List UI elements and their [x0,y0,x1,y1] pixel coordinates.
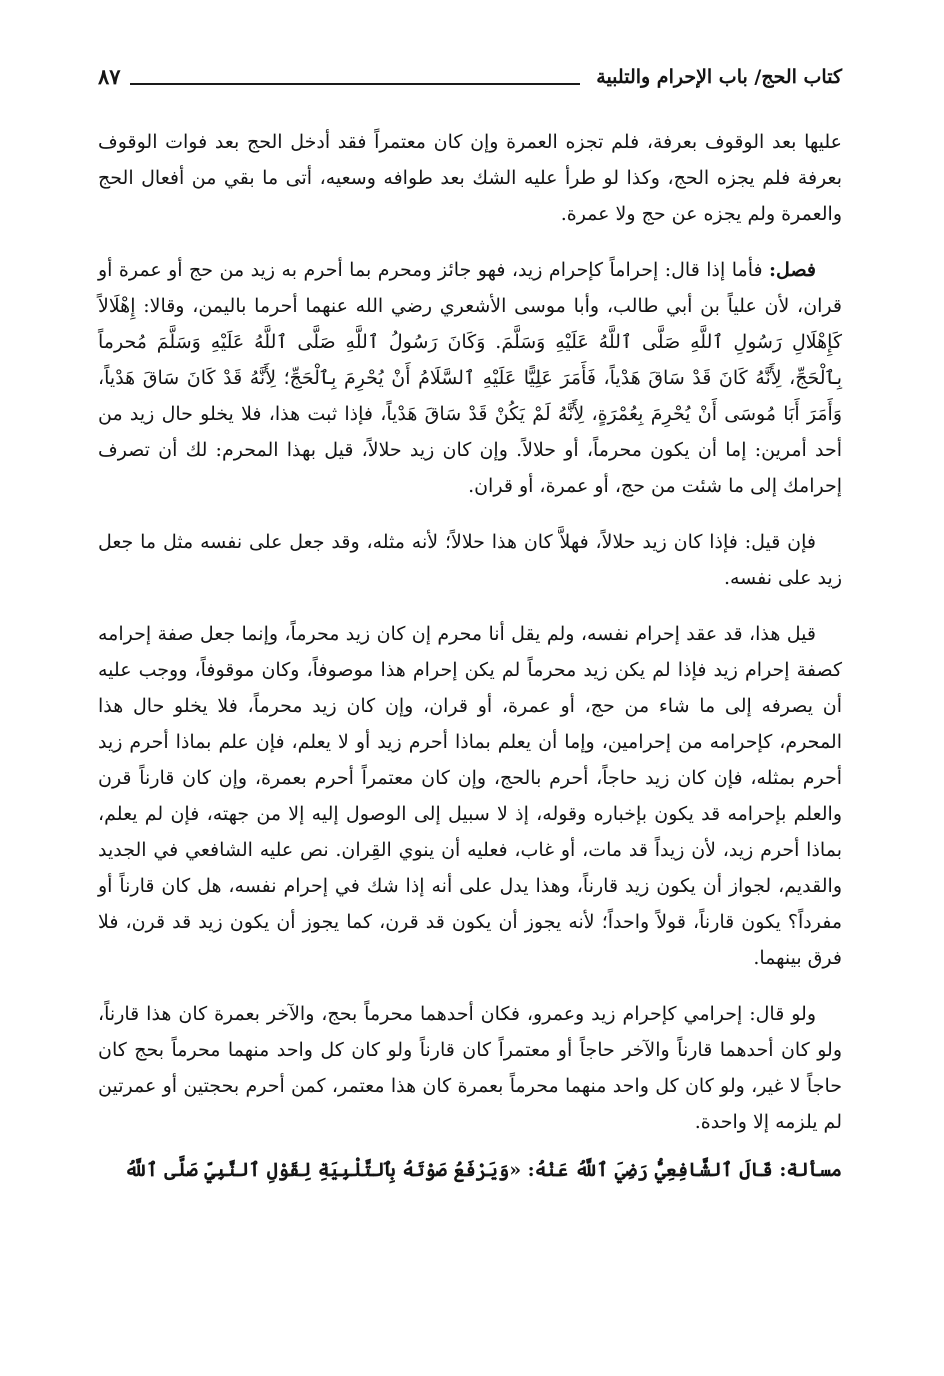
paragraph-text: قيل هذا، قد عقد إحرام نفسه، ولم يقل أنا محرم إن كان زيد محرماً، وإنما جعل صفة إحرامه كصفة إحرام زيد فإذا لم يكن زيد محرماً لم يكن إحرام هذا موصوفاً، وكان موقوفاً، ووجب عليه أن يصرفه إلى ما شاء من حج، أو عمرة، أو قران، وإن كان زيد محرماً، فلا يخلو حال هذا المحرم، كإحرامه من إحرامين، وإما أن يعلم بماذا أحرم زيد أو لا يعلم، فإن علم بماذا أحرم زيد أحرم بمثله، فإن كان زيد حاجاً، أحرم بالحج، وإن كان معتمراً أحرم بعمرة، وإن كان قارناً قرن والعلم بإحرامه قد يكون بإخباره وقوله، إذ لا سبيل إلى الوصول إليه إلا من جهته، فإن لم يعلم، بماذا أحرم زيد، لأن زيداً قد مات، أو غاب، فعليه أن ينوي القِران. نص عليه الشافعي في الجديد والقديم، لجواز أن يكون زيد قارناً، وهذا يدل على أنه إذا شك في إحرام نفسه، هل كان قارناً أو مفرداً؟ يكون قارناً، قولاً واحداً؛ لأنه يجوز أن يكون قد قرن، كما يجوز أن يكون زيد قد قرن، فلا فرق بينهما. [98,623,842,969]
paragraph-2 [98,252,842,504]
running-title: كتاب الحج/ باب الإحرام والتلبية [596,66,842,88]
paragraph-1 [98,124,842,232]
paragraph-4 [98,616,842,976]
paragraph-text: عليها بعد الوقوف بعرفة، فلم تجزه العمرة وإن كان معتمراً فقد أدخل الحج بعد فوات الوقوف بعرفة فلم يجزه الحج، وكذا لو طرأ عليه الشك بعد طوافه وسعيه، أتى ما بقي من أفعال الحج والعمرة ولم يجزه عن حج ولا عمرة. [98,131,842,225]
paragraph-3 [98,524,842,596]
header-rule [130,83,580,85]
page-header [98,62,842,102]
paragraph-text: ولو قال: إحرامي كإحرام زيد وعمرو، فكان أحدهما محرماً بحج، والآخر بعمرة كان هذا قارناً، ولو كان أحدهما قارناً والآخر حاجاً أو معتمراً كان قارناً ولو كان كل واحد منهما محرماً بحج كان حاجاً لا غير، ولو كان كل واحد منهما محرماً بعمرة كان هذا معتمر، كمن أحرم بحجتين أو عمرتين لم يلزمه إلا واحدة. [98,1003,842,1133]
body-text [98,124,842,1208]
masala-lead: مسألة: [779,1159,842,1181]
paragraph-text: فإن قيل: فإذا كان زيد حلالاً، فهلاَّ كان هذا حلالاً؛ لأنه مثله، وقد جعل على نفسه مثل ما جعل زيد على نفسه. [98,531,842,589]
page-number: ٨٧ [98,64,121,89]
masala-text: قَالَ ٱلشَّافِعِيُّ رَضِيَ ٱللَّهُ عَنْهُ: «وَيَرْفَعُ صَوْتَهُ بِٱلتَّلْبِيَةِ لِقَوْلِ ٱلنَّبِيِّ صَلَّى ٱللَّهُ [124,1159,773,1181]
section-lead: فصل: [769,259,817,281]
paragraph-5 [98,996,842,1140]
masala-line [98,1152,842,1188]
paragraph-text: فأما إذا قال: إحراماً كإحرام زيد، فهو جائز ومحرم بما أحرم به زيد من حج أو عمرة أو قران، لأن علياً بن أبي طالب، وأبا موسى الأشعري رضي الله عنهما أحرما باليمن، وقالا: إِهْلَالاً كَإِهْلَالِ رَسُولِ ٱللَّهِ صَلَّى ٱللَّهُ عَلَيْهِ وَسَلَّمَ. وَكَانَ رَسُولُ ٱللَّهِ صَلَّى ٱللَّهُ عَلَيْهِ وَسَلَّمَ مُحرماً بِٱلْحَجِّ، لِأَنَّهُ كَانَ قَدْ سَاقَ هَدْياً، فَأَمَرَ عَلِيًّا عَلَيْهِ ٱلسَّلَامُ أَنْ يُحْرِمَ بِٱلْحَجِّ؛ لِأَنَّهُ قَدْ كَانَ سَاقَ هَدْياً، وَأَمَرَ أَبَا مُوسَى أَنْ يُحْرِمَ بِعُمْرَةٍ، لِأَنَّهُ لَمْ يَكُنْ قَدْ سَاقَ هَدْياً، فإذا ثبت هذا، فلا يخلو حال زيد من أحد أمرين: إما أن يكون محرماً، أو حلالاً. وإن كان زيد حلالاً، قيل بهذا المحرم: لك أن تصرف إحرامك إلى ما شئت من حج، أو عمرة، أو قران. [98,259,842,497]
